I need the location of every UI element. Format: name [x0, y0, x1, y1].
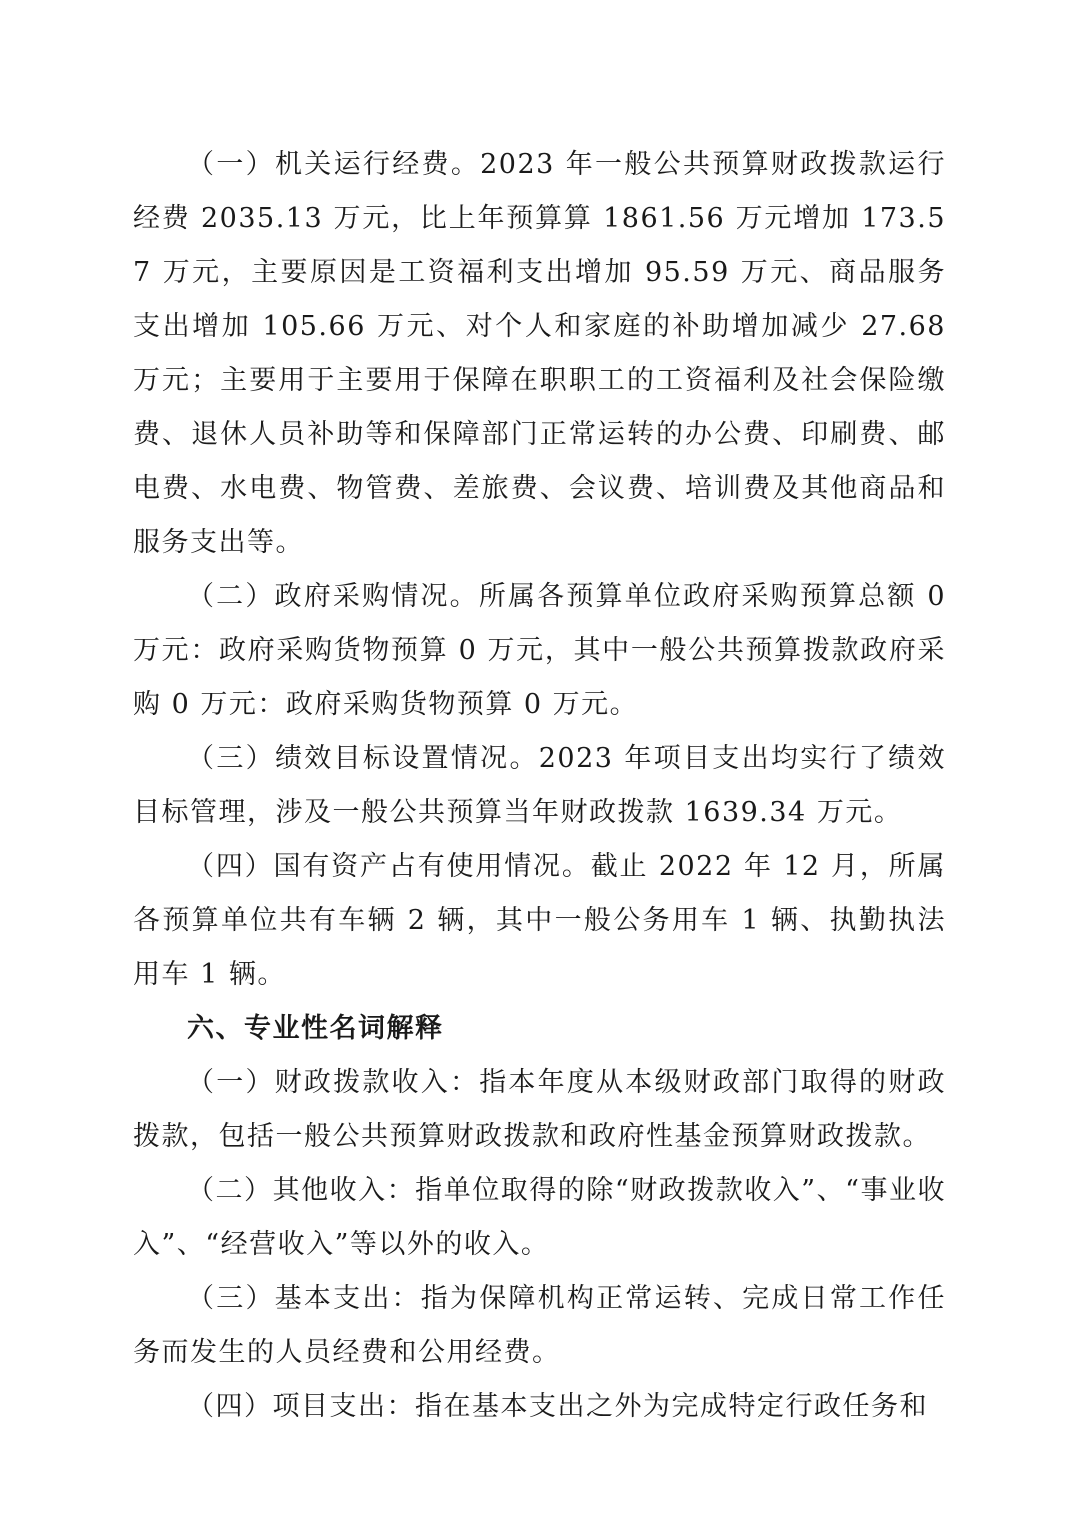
paragraph-basic-expenditure: （三）基本支出：指为保障机构正常运转、完成日常工作任务而发生的人员经费和公用经费。 [133, 1283, 946, 1368]
paragraph-performance-targets: （三）绩效目标设置情况。2023 年项目支出均实行了绩效目标管理，涉及一般公共预算当年财政拨款 1639.34 万元。 [133, 743, 946, 828]
paragraph-project-expenditure: （四）项目支出：指在基本支出之外为完成特定行政任务和 [187, 1391, 928, 1422]
paragraph-government-procurement: （二）政府采购情况。所属各预算单位政府采购预算总额 0 万元：政府采购货物预算 0 万元，其中一般公共预算拨款政府采购 0 万元：政府采购货物预算 0 万元。 [133, 581, 946, 720]
paragraph-state-assets: （四）国有资产占有使用情况。截止 2022 年 12 月，所属各预算单位共有车辆 2 辆，其中一般公务用车 1 辆、执勤执法用车 1 辆。 [133, 851, 946, 990]
section-heading-terms: 六、专业性名词解释 [187, 1013, 444, 1044]
paragraph-fiscal-appropriation-income: （一）财政拨款收入：指本年度从本级财政部门取得的财政拨款，包括一般公共预算财政拨款和政府性基金预算财政拨款。 [133, 1067, 946, 1152]
paragraph-other-income: （二）其他收入：指单位取得的除“财政拨款收入”、“事业收入”、“经营收入”等以外的收入。 [133, 1175, 946, 1260]
paragraph-operating-expenses: （一）机关运行经费。2023 年一般公共预算财政拨款运行经费 2035.13 万元，比上年预算算 1861.56 万元增加 173.57 万元，主要原因是工资福利支出增加 95.59 万元、商品服务支出增加 105.66 万元、对个人和家庭的补助增加减少 27.68 万元；主要用于主要用于保障在职职工的工资福利及社会保险缴费、退休人员补助等和保障部门正常运转的办公费、印刷费、邮电费、水电费、物管费、差旅费、会议费、培训费及其他商品和服务支出等。 [133, 149, 946, 558]
